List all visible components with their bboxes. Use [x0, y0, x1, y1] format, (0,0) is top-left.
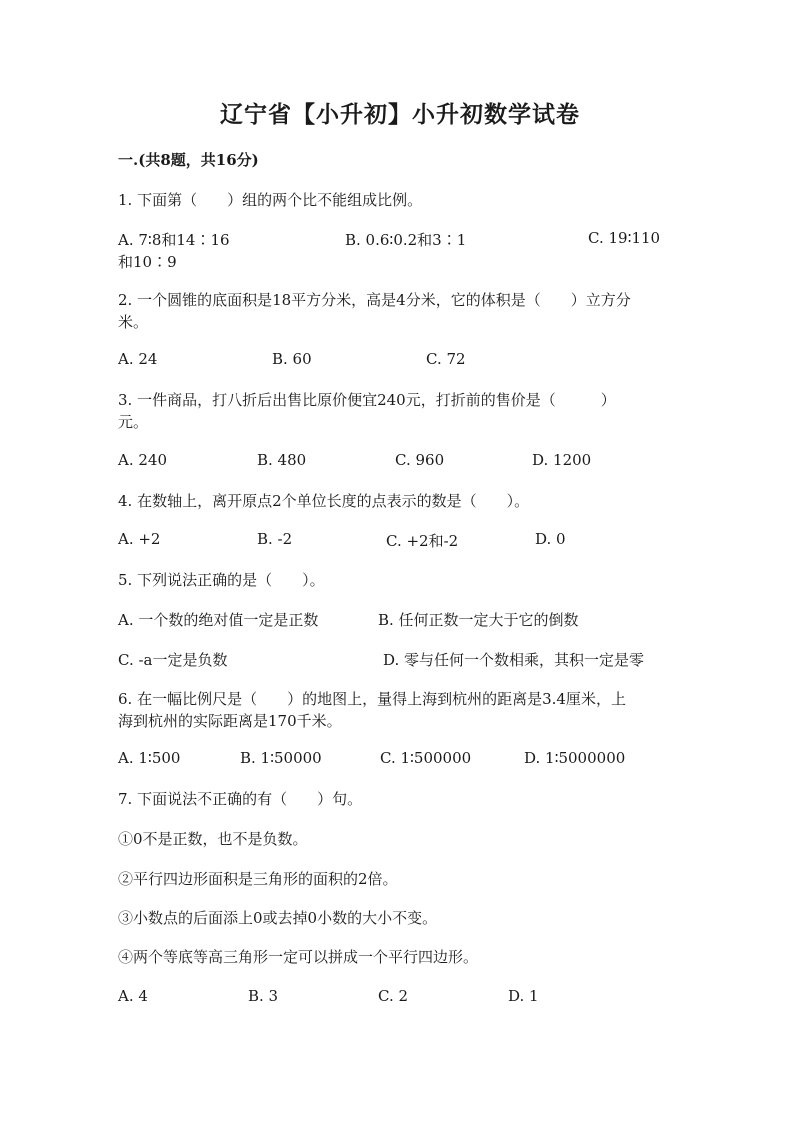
question-5-option-c: C. -a一定是负数: [118, 651, 228, 669]
question-7-option-c: C. 2: [378, 987, 409, 1005]
question-3-stem-line-1: 3. 一件商品，打八折后出售比原价便宜240元，打折前的售价是（ ）: [118, 391, 616, 409]
question-2-option-c: C. 72: [426, 350, 466, 368]
question-1-stem: 1. 下面第（ ）组的两个比不能组成比例。: [118, 191, 423, 209]
question-1-option-c-continued: 和10∶9: [118, 253, 177, 271]
question-4-option-b: B. -2: [257, 530, 293, 548]
question-6-option-b: B. 1∶50000: [240, 749, 322, 767]
question-4-option-a: A. +2: [118, 530, 161, 548]
question-1-option-b: B. 0.6∶0.2和3∶1: [345, 231, 467, 249]
page-title: 辽宁省【小升初】小升初数学试卷: [220, 101, 580, 128]
question-6-option-a: A. 1∶500: [118, 749, 181, 767]
question-5-stem: 5. 下列说法正确的是（ ）。: [118, 571, 325, 589]
question-7-stem: 7. 下面说法不正确的有（ ）句。: [118, 790, 363, 808]
question-5-option-b: B. 任何正数一定大于它的倒数: [378, 611, 579, 629]
question-7-statement-3: ③小数点的后面添上0或去掉0小数的大小不变。: [118, 909, 438, 927]
question-3-option-b: B. 480: [257, 451, 307, 469]
question-2-stem-line-1: 2. 一个圆锥的底面积是18平方分米，高是4分米，它的体积是（ ）立方分: [118, 291, 631, 309]
question-3-option-c: C. 960: [395, 451, 445, 469]
question-6-stem-line-1: 6. 在一幅比例尺是（ ）的地图上，量得上海到杭州的距离是3.4厘米，上: [118, 690, 626, 708]
question-6-stem-line-2: 海到杭州的实际距离是170千米。: [118, 712, 342, 730]
question-7-statement-2: ②平行四边形面积是三角形的面积的2倍。: [118, 870, 398, 888]
question-7-option-b: B. 3: [248, 987, 279, 1005]
question-7-option-d: D. 1: [508, 987, 539, 1005]
question-1-option-a: A. 7∶8和14∶16: [118, 231, 230, 249]
question-5-option-a: A. 一个数的绝对值一定是正数: [118, 611, 319, 629]
question-1-option-c: C. 19∶110: [588, 229, 661, 247]
question-4-option-c: C. +2和-2: [386, 532, 459, 550]
question-2-stem-line-2: 米。: [118, 313, 149, 331]
question-7-statement-1: ①0不是正数，也不是负数。: [118, 830, 308, 848]
question-5-option-d: D. 零与任何一个数相乘，其积一定是零: [383, 651, 645, 669]
question-6-option-c: C. 1∶500000: [380, 749, 472, 767]
section-heading: 一.(共8题，共16分): [118, 151, 259, 169]
question-3-option-a: A. 240: [118, 451, 167, 469]
question-3-option-d: D. 1200: [532, 451, 592, 469]
question-4-stem: 4. 在数轴上，离开原点2个单位长度的点表示的数是（ ）。: [118, 492, 530, 510]
question-7-statement-4: ④两个等底等高三角形一定可以拼成一个平行四边形。: [118, 948, 479, 966]
question-2-option-b: B. 60: [272, 350, 312, 368]
question-3-stem-line-2: 元。: [118, 413, 149, 431]
question-7-option-a: A. 4: [118, 987, 148, 1005]
question-4-option-d: D. 0: [535, 530, 566, 548]
question-6-option-d: D. 1∶5000000: [524, 749, 626, 767]
question-2-option-a: A. 24: [118, 350, 158, 368]
